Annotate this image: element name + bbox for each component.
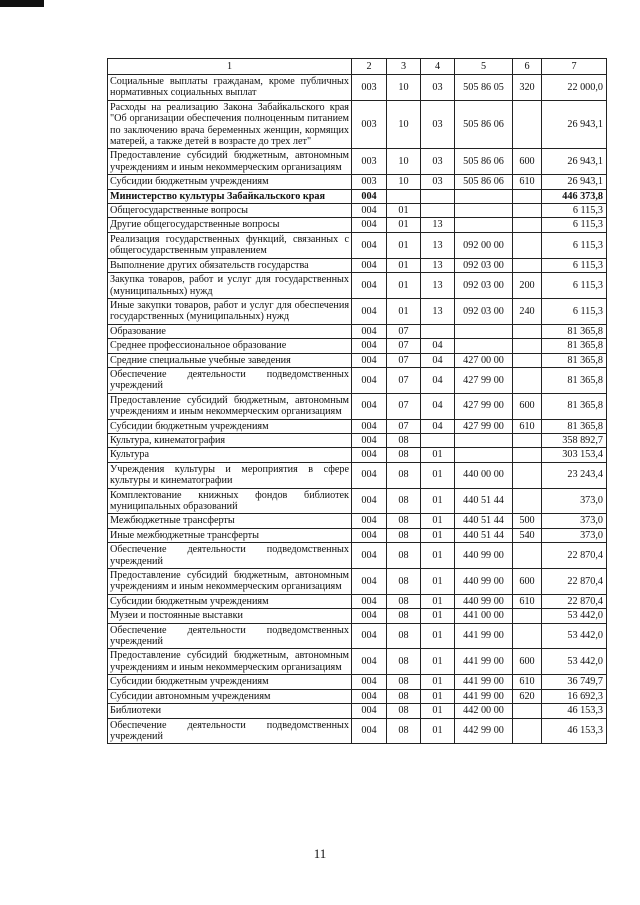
ministry-code-cell: 004	[352, 649, 387, 675]
subsection-cell: 01	[421, 448, 455, 462]
target-article-cell	[455, 218, 513, 232]
section-cell: 07	[387, 339, 421, 353]
amount-cell: 373,0	[542, 488, 607, 514]
row-name-cell: Субсидии бюджетным учреждениям	[108, 175, 352, 189]
target-article-cell	[455, 189, 513, 203]
amount-cell: 26 943,1	[542, 100, 607, 149]
subsection-cell: 13	[421, 298, 455, 324]
ministry-code-cell: 004	[352, 609, 387, 623]
amount-cell: 53 442,0	[542, 623, 607, 649]
expense-type-cell	[513, 353, 542, 367]
table-row	[108, 353, 607, 367]
table-row	[108, 528, 607, 542]
row-name-cell: Обеспечение деятельности подведомственных учреждений	[108, 718, 352, 744]
row-name-cell: Музеи и постоянные выставки	[108, 609, 352, 623]
amount-cell: 46 153,3	[542, 704, 607, 718]
subsection-cell: 01	[421, 649, 455, 675]
subsection-cell: 03	[421, 149, 455, 175]
amount-cell: 23 243,4	[542, 462, 607, 488]
ministry-code-cell: 004	[352, 569, 387, 595]
row-name-cell: Предоставление субсидий бюджетным, автономным учреждениям и иным некоммерческим организациям	[108, 569, 352, 595]
ministry-code-cell: 004	[352, 367, 387, 393]
section-cell: 08	[387, 675, 421, 689]
target-article-cell: 440 99 00	[455, 569, 513, 595]
subsection-cell	[421, 204, 455, 218]
expense-type-cell: 600	[513, 649, 542, 675]
expense-type-cell: 600	[513, 393, 542, 419]
expense-type-cell: 600	[513, 149, 542, 175]
ministry-code-cell: 004	[352, 273, 387, 299]
row-name-cell: Библиотеки	[108, 704, 352, 718]
amount-cell: 6 115,3	[542, 298, 607, 324]
amount-cell: 81 365,8	[542, 353, 607, 367]
section-cell: 08	[387, 433, 421, 447]
ministry-code-cell: 004	[352, 189, 387, 203]
expense-type-cell	[513, 367, 542, 393]
ministry-code-cell: 004	[352, 204, 387, 218]
subsection-cell: 01	[421, 594, 455, 608]
section-cell: 08	[387, 649, 421, 675]
subsection-cell: 13	[421, 258, 455, 272]
row-name-cell: Предоставление субсидий бюджетным, автономным учреждениям и иным некоммерческим организациям	[108, 649, 352, 675]
row-name-cell: Социальные выплаты гражданам, кроме публичных нормативных социальных выплат	[108, 75, 352, 101]
table-row	[108, 273, 607, 299]
target-article-cell: 440 99 00	[455, 594, 513, 608]
target-article-cell: 427 99 00	[455, 393, 513, 419]
target-article-cell: 505 86 06	[455, 175, 513, 189]
table-row	[108, 609, 607, 623]
table-row	[108, 298, 607, 324]
table-row	[108, 393, 607, 419]
table-row	[108, 339, 607, 353]
amount-cell: 26 943,1	[542, 175, 607, 189]
target-article-cell	[455, 339, 513, 353]
row-name-cell: Среднее профессиональное образование	[108, 339, 352, 353]
subsection-cell	[421, 433, 455, 447]
amount-cell: 46 153,3	[542, 718, 607, 744]
expense-type-cell	[513, 258, 542, 272]
column-header-6: 6	[513, 59, 542, 75]
target-article-cell: 505 86 06	[455, 149, 513, 175]
column-header-2: 2	[352, 59, 387, 75]
table-row	[108, 232, 607, 258]
page-number: 11	[313, 846, 327, 861]
expense-type-cell: 610	[513, 594, 542, 608]
subsection-cell: 01	[421, 675, 455, 689]
ministry-code-cell: 004	[352, 514, 387, 528]
table-row	[108, 569, 607, 595]
expense-type-cell	[513, 324, 542, 338]
section-cell: 08	[387, 594, 421, 608]
expense-type-cell: 540	[513, 528, 542, 542]
expense-type-cell	[513, 704, 542, 718]
amount-cell: 26 943,1	[542, 149, 607, 175]
row-name-cell: Средние специальные учебные заведения	[108, 353, 352, 367]
section-cell: 07	[387, 393, 421, 419]
ministry-code-cell: 004	[352, 393, 387, 419]
table-row	[108, 649, 607, 675]
expense-type-cell: 620	[513, 689, 542, 703]
subsection-cell: 04	[421, 419, 455, 433]
table-row	[108, 514, 607, 528]
subsection-cell: 03	[421, 100, 455, 149]
section-cell: 07	[387, 324, 421, 338]
subsection-cell: 04	[421, 339, 455, 353]
section-cell: 01	[387, 204, 421, 218]
ministry-code-cell: 004	[352, 623, 387, 649]
expense-type-cell	[513, 488, 542, 514]
target-article-cell: 441 99 00	[455, 623, 513, 649]
column-header-1: 1	[108, 59, 352, 75]
expense-type-cell: 200	[513, 273, 542, 299]
subsection-cell: 04	[421, 393, 455, 419]
table-row	[108, 675, 607, 689]
row-name-cell: Субсидии автономным учреждениям	[108, 689, 352, 703]
subsection-cell: 04	[421, 353, 455, 367]
row-name-cell: Общегосударственные вопросы	[108, 204, 352, 218]
amount-cell: 373,0	[542, 514, 607, 528]
row-name-cell: Расходы на реализацию Закона Забайкальского края "Об организации обеспечения полноценным питанием по заключению врача беременных женщин, кормящих матерей, а также детей в возрасте до трех лет"	[108, 100, 352, 149]
expense-type-cell	[513, 543, 542, 569]
ministry-code-cell: 004	[352, 339, 387, 353]
column-header-7: 7	[542, 59, 607, 75]
target-article-cell	[455, 324, 513, 338]
target-article-cell: 440 99 00	[455, 543, 513, 569]
table-row	[108, 175, 607, 189]
row-name-cell: Субсидии бюджетным учреждениям	[108, 675, 352, 689]
table-row	[108, 324, 607, 338]
expense-type-cell: 610	[513, 675, 542, 689]
amount-cell: 6 115,3	[542, 218, 607, 232]
expense-type-cell	[513, 189, 542, 203]
section-cell	[387, 189, 421, 203]
row-name-cell: Субсидии бюджетным учреждениям	[108, 419, 352, 433]
subsection-cell: 01	[421, 609, 455, 623]
section-cell: 08	[387, 623, 421, 649]
column-header-4: 4	[421, 59, 455, 75]
subsection-cell: 01	[421, 689, 455, 703]
ministry-code-cell: 004	[352, 232, 387, 258]
row-name-cell: Министерство культуры Забайкальского края	[108, 189, 352, 203]
amount-cell: 303 153,4	[542, 448, 607, 462]
row-name-cell: Предоставление субсидий бюджетным, автономным учреждениям и иным некоммерческим организациям	[108, 149, 352, 175]
amount-cell: 81 365,8	[542, 393, 607, 419]
scan-edge-mark	[0, 0, 44, 7]
section-cell: 01	[387, 232, 421, 258]
target-article-cell: 092 03 00	[455, 298, 513, 324]
expense-type-cell: 240	[513, 298, 542, 324]
expense-type-cell	[513, 204, 542, 218]
amount-cell: 16 692,3	[542, 689, 607, 703]
table-row	[108, 419, 607, 433]
target-article-cell: 442 00 00	[455, 704, 513, 718]
section-cell: 01	[387, 218, 421, 232]
table-row	[108, 218, 607, 232]
ministry-code-cell: 004	[352, 675, 387, 689]
section-cell: 08	[387, 488, 421, 514]
subsection-cell: 01	[421, 488, 455, 514]
section-cell: 07	[387, 353, 421, 367]
section-cell: 08	[387, 462, 421, 488]
subsection-cell: 01	[421, 514, 455, 528]
ministry-code-cell: 003	[352, 100, 387, 149]
subsection-cell: 13	[421, 232, 455, 258]
ministry-code-cell: 004	[352, 298, 387, 324]
ministry-code-cell: 004	[352, 258, 387, 272]
ministry-code-cell: 004	[352, 528, 387, 542]
expense-type-cell	[513, 623, 542, 649]
subsection-cell: 01	[421, 623, 455, 649]
table-row	[108, 462, 607, 488]
target-article-cell: 092 03 00	[455, 273, 513, 299]
target-article-cell: 427 00 00	[455, 353, 513, 367]
ministry-code-cell: 004	[352, 689, 387, 703]
ministry-code-cell: 004	[352, 218, 387, 232]
section-cell: 08	[387, 704, 421, 718]
amount-cell: 373,0	[542, 528, 607, 542]
target-article-cell: 505 86 05	[455, 75, 513, 101]
expense-type-cell	[513, 218, 542, 232]
amount-cell: 36 749,7	[542, 675, 607, 689]
target-article-cell	[455, 448, 513, 462]
amount-cell: 53 442,0	[542, 649, 607, 675]
section-cell: 01	[387, 298, 421, 324]
amount-cell: 22 000,0	[542, 75, 607, 101]
ministry-code-cell: 003	[352, 149, 387, 175]
expense-type-cell: 610	[513, 419, 542, 433]
amount-cell: 22 870,4	[542, 569, 607, 595]
row-name-cell: Культура	[108, 448, 352, 462]
section-cell: 08	[387, 689, 421, 703]
target-article-cell: 441 00 00	[455, 609, 513, 623]
target-article-cell: 505 86 06	[455, 100, 513, 149]
column-header-3: 3	[387, 59, 421, 75]
ministry-code-cell: 003	[352, 75, 387, 101]
amount-cell: 81 365,8	[542, 419, 607, 433]
section-cell: 08	[387, 569, 421, 595]
expense-type-cell	[513, 100, 542, 149]
section-cell: 07	[387, 367, 421, 393]
target-article-cell: 427 99 00	[455, 367, 513, 393]
row-name-cell: Культура, кинематография	[108, 433, 352, 447]
section-cell: 08	[387, 609, 421, 623]
target-article-cell	[455, 433, 513, 447]
section-cell: 08	[387, 528, 421, 542]
section-cell: 01	[387, 258, 421, 272]
row-name-cell: Обеспечение деятельности подведомственных учреждений	[108, 543, 352, 569]
table-row	[108, 149, 607, 175]
target-article-cell: 427 99 00	[455, 419, 513, 433]
subsection-cell: 01	[421, 543, 455, 569]
ministry-code-cell: 004	[352, 448, 387, 462]
expense-type-cell: 610	[513, 175, 542, 189]
expense-type-cell	[513, 433, 542, 447]
table-row	[108, 433, 607, 447]
amount-cell: 6 115,3	[542, 258, 607, 272]
subsection-cell: 03	[421, 75, 455, 101]
ministry-code-cell: 004	[352, 718, 387, 744]
row-name-cell: Реализация государственных функций, связанных с общегосударственным управлением	[108, 232, 352, 258]
expense-type-cell	[513, 462, 542, 488]
row-name-cell: Предоставление субсидий бюджетным, автономным учреждениям и иным некоммерческим организациям	[108, 393, 352, 419]
expense-type-cell	[513, 448, 542, 462]
expense-type-cell: 600	[513, 569, 542, 595]
section-cell: 08	[387, 448, 421, 462]
section-cell: 08	[387, 543, 421, 569]
table-row	[108, 488, 607, 514]
table-row	[108, 689, 607, 703]
table-row	[108, 704, 607, 718]
section-cell: 08	[387, 514, 421, 528]
section-cell: 08	[387, 718, 421, 744]
amount-cell: 81 365,8	[542, 367, 607, 393]
subsection-cell: 13	[421, 218, 455, 232]
subsection-cell: 01	[421, 528, 455, 542]
section-cell: 10	[387, 149, 421, 175]
target-article-cell: 092 00 00	[455, 232, 513, 258]
table-row	[108, 100, 607, 149]
row-name-cell: Обеспечение деятельности подведомственных учреждений	[108, 367, 352, 393]
subsection-cell: 13	[421, 273, 455, 299]
amount-cell: 22 870,4	[542, 594, 607, 608]
ministry-code-cell: 004	[352, 488, 387, 514]
section-cell: 07	[387, 419, 421, 433]
expense-type-cell	[513, 339, 542, 353]
subsection-cell: 03	[421, 175, 455, 189]
target-article-cell: 441 99 00	[455, 649, 513, 675]
amount-cell: 6 115,3	[542, 273, 607, 299]
table-row	[108, 75, 607, 101]
column-number-row	[108, 59, 607, 75]
budget-table	[107, 58, 607, 744]
section-cell: 01	[387, 273, 421, 299]
ministry-code-cell: 004	[352, 419, 387, 433]
row-name-cell: Иные закупки товаров, работ и услуг для обеспечения государственных (муниципальных) нужд	[108, 298, 352, 324]
subsection-cell: 04	[421, 367, 455, 393]
amount-cell: 358 892,7	[542, 433, 607, 447]
target-article-cell: 441 99 00	[455, 689, 513, 703]
ministry-code-cell: 004	[352, 462, 387, 488]
table-row	[108, 189, 607, 203]
row-name-cell: Комплектование книжных фондов библиотек муниципальных образований	[108, 488, 352, 514]
row-name-cell: Обеспечение деятельности подведомственных учреждений	[108, 623, 352, 649]
subsection-cell: 01	[421, 462, 455, 488]
subsection-cell	[421, 189, 455, 203]
amount-cell: 22 870,4	[542, 543, 607, 569]
target-article-cell: 440 51 44	[455, 514, 513, 528]
table-body	[108, 59, 607, 744]
target-article-cell: 440 00 00	[455, 462, 513, 488]
ministry-code-cell: 004	[352, 433, 387, 447]
table-row	[108, 367, 607, 393]
table-row	[108, 448, 607, 462]
table-row	[108, 718, 607, 744]
row-name-cell: Межбюджетные трансферты	[108, 514, 352, 528]
target-article-cell: 441 99 00	[455, 675, 513, 689]
expense-type-cell	[513, 609, 542, 623]
row-name-cell: Учреждения культуры и мероприятия в сфере культуры и кинематографии	[108, 462, 352, 488]
row-name-cell: Закупка товаров, работ и услуг для государственных (муниципальных) нужд	[108, 273, 352, 299]
ministry-code-cell: 004	[352, 324, 387, 338]
subsection-cell	[421, 324, 455, 338]
amount-cell: 81 365,8	[542, 339, 607, 353]
amount-cell: 446 373,8	[542, 189, 607, 203]
ministry-code-cell: 003	[352, 175, 387, 189]
target-article-cell: 440 51 44	[455, 488, 513, 514]
row-name-cell: Субсидии бюджетным учреждениям	[108, 594, 352, 608]
table-row	[108, 543, 607, 569]
amount-cell: 6 115,3	[542, 232, 607, 258]
amount-cell: 53 442,0	[542, 609, 607, 623]
target-article-cell: 092 03 00	[455, 258, 513, 272]
row-name-cell: Выполнение других обязательств государства	[108, 258, 352, 272]
table-row	[108, 594, 607, 608]
ministry-code-cell: 004	[352, 543, 387, 569]
subsection-cell: 01	[421, 569, 455, 595]
section-cell: 10	[387, 175, 421, 189]
expense-type-cell	[513, 718, 542, 744]
subsection-cell: 01	[421, 718, 455, 744]
row-name-cell: Другие общегосударственные вопросы	[108, 218, 352, 232]
ministry-code-cell: 004	[352, 353, 387, 367]
ministry-code-cell: 004	[352, 594, 387, 608]
expense-type-cell: 500	[513, 514, 542, 528]
target-article-cell	[455, 204, 513, 218]
ministry-code-cell: 004	[352, 704, 387, 718]
target-article-cell: 442 99 00	[455, 718, 513, 744]
section-cell: 10	[387, 75, 421, 101]
table-row	[108, 258, 607, 272]
expense-type-cell: 320	[513, 75, 542, 101]
column-header-5: 5	[455, 59, 513, 75]
amount-cell: 6 115,3	[542, 204, 607, 218]
row-name-cell: Образование	[108, 324, 352, 338]
table-row	[108, 204, 607, 218]
table-row	[108, 623, 607, 649]
row-name-cell: Иные межбюджетные трансферты	[108, 528, 352, 542]
target-article-cell: 440 51 44	[455, 528, 513, 542]
amount-cell: 81 365,8	[542, 324, 607, 338]
subsection-cell: 01	[421, 704, 455, 718]
expense-type-cell	[513, 232, 542, 258]
section-cell: 10	[387, 100, 421, 149]
